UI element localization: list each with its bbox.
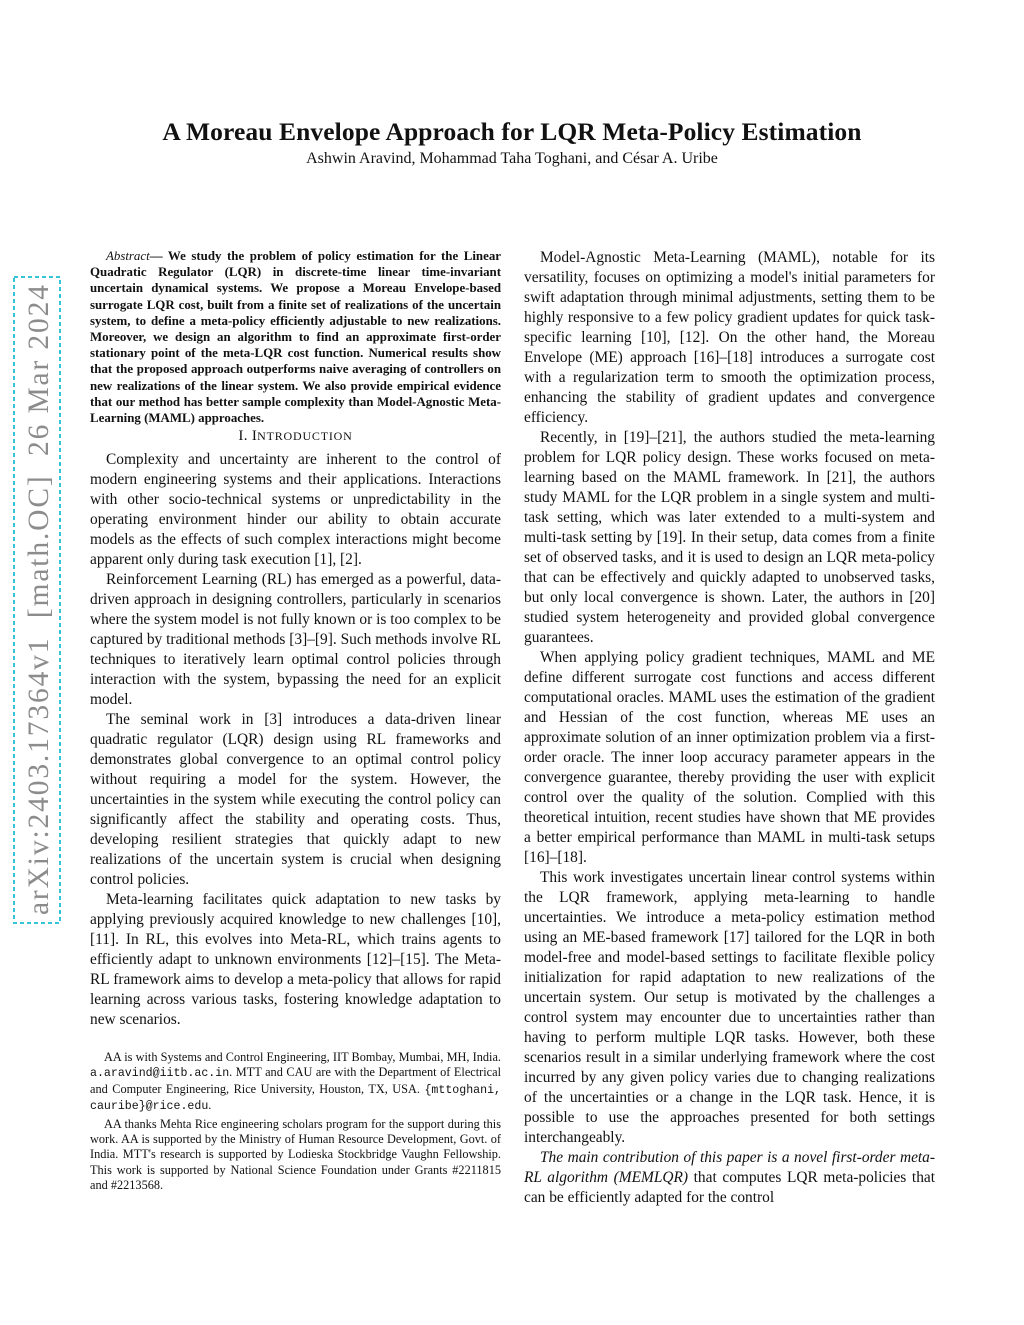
paper-authors: Ashwin Aravind, Mohammad Taha Toghani, and César A. Uribe [306,150,718,167]
contribution-text: that computes LQR meta-policies that can be efficiently adapted for the control [524,1169,935,1206]
paper-title: A Moreau Envelope Approach for LQR Meta-Policy Estimation [162,117,862,146]
abstract [90,248,501,426]
contribution-italic: The main contribution of this paper is a novel first-order meta-RL algorithm (MEMLQR) [524,1149,935,1186]
footnote-text: . [208,1097,212,1112]
paragraph: Model-Agnostic Meta-Learning (MAML), notable for its versatility, focuses on optimizing a model's initial parameters for swift adaptation through minimal adjustments, setting them to be highly responsive to a few policy gradient updates for quick task-specific learning [10], [12]. On the other hand, the Moreau Envelope (ME) approach [16]–[18] introduces a surrogate cost with a regularization term to smooth the optimization process, enhancing the stability of gradient updates and convergence efficiency. [524,249,935,426]
section-heading-introduction [90,426,501,446]
paragraph-contribution [524,1148,935,1208]
paragraph: The seminal work in [3] introduces a data-driven linear quadratic regulator (LQR) design using RL frameworks and demonstrates global convergence to an optimal control policy without requiring a model for the system. However, the uncertainties in the system while executing the control policy can significantly affect the stability and operating costs. Thus, developing resilient strategies that quickly adapt to new realizations of the uncertain system is crucial when designing control policies. [90,711,501,889]
paragraph: Meta-learning facilitates quick adaptation to new tasks by applying previously acquired knowledge to new challenges [10], [11]. In RL, this evolves into Meta-RL, which trains agents to efficiently adapt to unknown environments [12]–[15]. The Meta-RL framework aims to develop a meta-policy that allows for rapid learning across various tasks, fostering knowledge adaptation to new scenarios. [90,891,501,1029]
paragraph: Recently, in [19]–[21], the authors studied the meta-learning problem for LQR policy design. These works focused on meta-learning based on the MAML framework. In [21], the authors study MAML for the LQR problem in a single system and multi-task setting, which was later extended to a multi-system and multi-task setting by [19]. In their setup, data comes from a finite set of observed tasks, and it is used to design an LQR meta-policy that can be effectively and quickly adapted to unobserved tasks, but only local convergence is shown. Later, the authors in [20] studied system heterogeneity and provided global convergence guarantees. [524,429,935,646]
section-numeral: I. [238,428,252,445]
paragraph: When applying policy gradient techniques, MAML and ME define different surrogate cost functions and access different computational oracles. MAML uses the estimation of the gradient and Hessian of the cost function, whereas ME uses an approximate solution of an inner optimization problem via a first-order oracle. The inner loop accuracy parameter appears in the convergence guarantee, thereby providing the user with explicit control over the quality of the solution. Complied with this theoretical intuition, recent studies have shown that ME provides a better empirical performance than MAML in multi-task setups [16]–[18]. [524,649,935,866]
paragraph: This work investigates uncertain linear control systems within the LQR framework, applying meta-learning to handle uncertainties. We introduce a meta-policy estimation method using an ME-based framework [17] tailored for the LQR in both model-free and model-based settings to facilitate flexible policy initialization for rapid adaptation to new realizations of the uncertain system. Our setup is motivated by the challenges a control system may encounter due to uncertainties rather than having to perform multiple LQR tasks. However, both these scenarios result in a similar underlying framework where the cost incurred by any given policy varies due to changing realizations of the uncertainties or a change in the LQR task. Hence, it is possible to use the approaches presented for both settings interchangeably. [524,869,935,1146]
footnote-acknowledgement: AA thanks Mehta Rice engineering scholars program for the support during this work. AA is supported by the Ministry of Human Resource Development, Govt. of India. MTT's research is supported by Lodieska Stockbridge Vaughn Fellowship. This work is supported by National Science Foundation under Grants #2211815 and #2213568. [90,1117,501,1192]
section-initial: I [251,428,258,445]
email-link[interactable]: a.aravind@iitb.ac.in [90,1067,230,1081]
arxiv-stamp [12,275,62,925]
email-link[interactable]: {mttoghani, cauribe}@rice.edu [90,1083,501,1113]
footnote-affiliation [90,1050,501,1114]
abstract-label: Abstract [106,249,150,263]
arxiv-identifier: arXiv:2403.17364v1 [math.OC] 26 Mar 2024 [23,285,55,915]
paragraph: Complexity and uncertainty are inherent to the control of modern engineering systems and their applications. Interactions with other socio-technical systems or unpredictability in the operating environment hinder our ability to obtain accurate models as the effects of such complex interactions might become apparent only during task execution [1], [2]. [90,451,501,569]
abstract-text: — We study the problem of policy estimation for the Linear Quadratic Regulator (LQR) in discrete-time linear time-invariant uncertain dynamical systems. We propose a Moreau Envelope-based surrogate LQR cost, built from a finite set of realizations of the uncertain system, to define a meta-policy efficiently adjustable to new realizations. Moreover, we design an algorithm to find an approximate first-order stationary point of the meta-LQR cost function. Numerical results show that the proposed approach outperforms naive averaging of controllers on new realizations of the linear system. We also provide empirical evidence that our method has better sample complexity than Model-Agnostic Meta-Learning (MAML) approaches. [90,249,501,426]
section-title-rest: NTRODUCTION [257,429,353,444]
paragraph: Reinforcement Learning (RL) has emerged as a powerful, data-driven approach in designing controllers, particularly in scenarios where the system model is not fully known or is too complex to be captured by traditional methods [3]–[9]. Such methods involve RL techniques to iteratively learn optimal control policies through interaction with the system, bypassing the need for an explicit model. [90,571,501,709]
footnote-text: AA is with Systems and Control Engineering, IIT Bombay, Mumbai, MH, India. [104,1050,501,1065]
right-column [524,248,935,1208]
footnote-text: . MTT and CAU are with the Department of Electrical and Computer Engineering, Rice University, Houston, TX, USA. [90,1065,501,1096]
footnotes [90,1050,501,1193]
left-column [90,248,501,1196]
